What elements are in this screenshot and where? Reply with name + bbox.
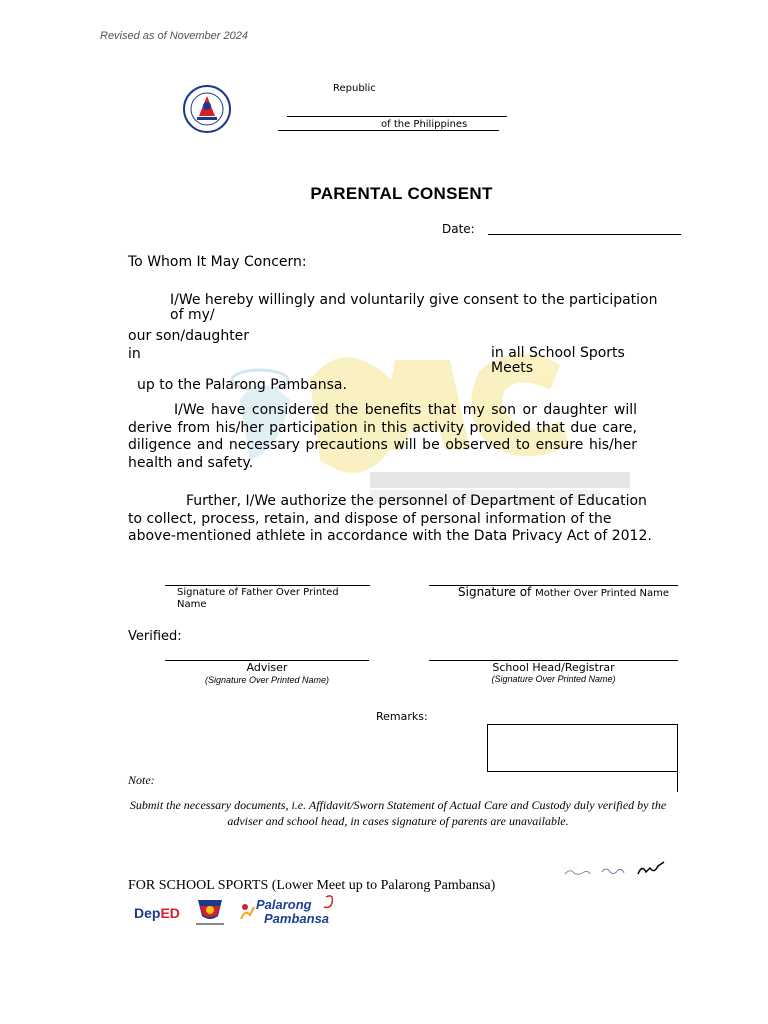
father-signature-label: Signature of Father Over Printed Name [177,587,339,610]
consent-paragraph-line1: I/We hereby willingly and voluntarily give consent to the participation of my/ [170,292,658,323]
note-body: Submit the necessary documents, i.e. Affidavit/Sworn Statement of Actual Care and Custody duly verified by the adviser and school head, in cases signature of parents are unavailable. [129,798,667,828]
consent-paragraph-line2: our son/daughter [128,328,250,344]
footer-text: FOR SCHOOL SPORTS (Lower Meet up to Palarong Pambansa) [128,878,496,893]
remarks-box[interactable] [487,724,678,772]
mother-signature-suffix: Mother Over Printed Name [535,588,669,599]
deped-seal-icon [179,84,235,134]
svg-text:DepED: DepED [134,905,180,921]
adviser-sublabel: (Signature Over Printed Name) [204,675,330,685]
svg-text:Pambansa: Pambansa [264,911,330,926]
philippines-line: of the Philippines [278,119,499,131]
form-title: PARENTAL CONSENT [310,184,493,203]
consent-paragraph-line3: in [128,346,141,362]
benefits-paragraph: I/We have considered the benefits that my son or daughter will derive from his/her participation in this activity provided that due care, diligence and necessary precautions will be observed to ensure his/her health and safety. [128,402,637,471]
svg-text:Palarong: Palarong [256,897,312,912]
palarong-pambansa-logo-icon [238,893,338,927]
consent-paragraph-line3-right: in all School Sports Meets [491,345,625,376]
handwritten-initials [560,858,670,880]
note-label: Note: [128,773,155,787]
bagong-pilipinas-logo-icon [190,896,230,928]
school-head-sublabel: (Signature Over Printed Name) [491,674,616,684]
verified-label: Verified: [128,629,182,644]
consent-paragraph-line4: up to the Palarong Pambansa. [137,377,347,393]
mother-signature-label [458,585,669,599]
date-label: Date: [442,222,475,236]
father-signature-line[interactable] [165,585,370,586]
republic-line: Republic [333,83,376,94]
privacy-paragraph: Further, I/We authorize the personnel of Department of Education to collect, process, retain, and dispose of personal information of the above-mentioned athlete in accordance with the Data Privacy Act of 2012. [128,493,652,544]
date-field[interactable] [488,234,681,235]
mother-signature-prefix: Signature of [458,585,532,599]
deped-logo-icon [134,903,180,923]
header-rule [287,116,507,117]
adviser-label: Adviser [246,661,288,674]
remarks-box-tick [677,772,678,792]
school-head-label: School Head/Registrar [492,661,615,674]
salutation: To Whom It May Concern: [128,254,307,270]
revision-note: Revised as of November 2024 [100,30,248,42]
remarks-label: Remarks: [376,710,428,723]
